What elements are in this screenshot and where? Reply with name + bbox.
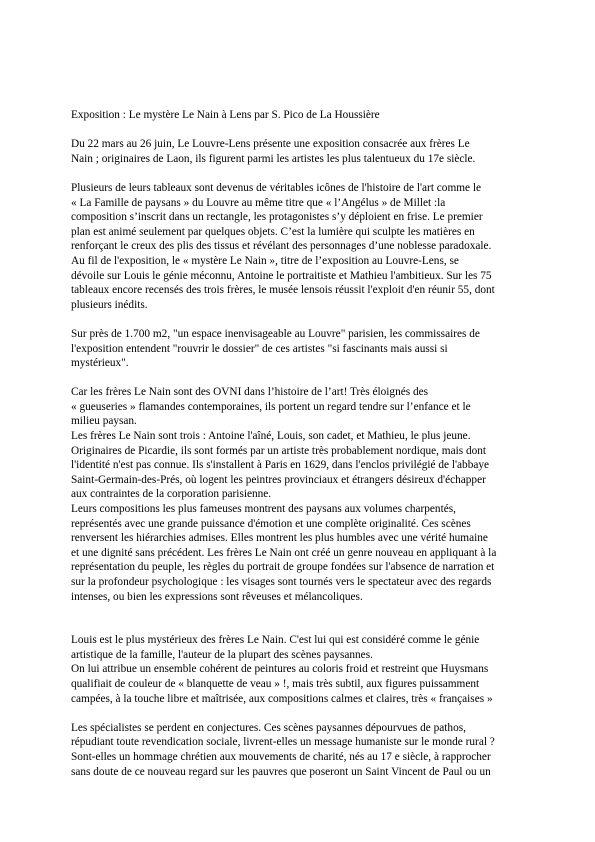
text-line: l'exposition entendent "rouvrir le dossier" de ces artistes "si fascinants mais aussi si (71, 342, 448, 355)
text-line: On lui attribue un ensemble cohérent de peintures au coloris froid et restreint que Huysmans (71, 663, 489, 676)
text-line: plusieurs inédits. (71, 298, 148, 311)
text-line: Leurs compositions les plus fameuses montrent des paysans aux volumes charpentés, (71, 503, 456, 516)
text-line: Les spécialistes se perdent en conjectures. Ces scènes paysannes dépourvues de pathos, (71, 721, 466, 734)
text-line: Originaires de Picardie, ils sont formés par un artiste très probablement nordique, mais dont (71, 444, 487, 457)
text-line: répudiant toute revendication sociale, livrent-elles un message humaniste sur le monde rural ? (71, 736, 495, 749)
text-line: renversent les hiérarchies admises. Elles montrent les plus humbles avec une vérité humaine (71, 532, 488, 545)
text-line: Car les frères Le Nain sont des OVNI dans l’histoire de l’art! Très éloignés des (71, 386, 429, 399)
text-line: intenses, ou bien les expressions sont rêveuses et mélancoliques. (71, 590, 363, 603)
text-line: et une dignité sans précédent. Les frères Le Nain ont créé un genre nouveau en appliquant à la (71, 546, 497, 559)
text-line: Nain ; originaires de Laon, ils figurent parmi les artistes les plus talentueux du 17e siècle. (71, 152, 476, 165)
paragraph-intro (71, 137, 555, 166)
paragraph-surface (71, 327, 555, 371)
text-line: aux contraintes de la corporation parisienne. (71, 488, 272, 501)
document-title: Exposition : Le mystère Le Nain à Lens par S. Pico de La Houssière (71, 109, 380, 121)
paragraph-specialistes (71, 721, 555, 779)
text-line: représentés avec une grande puissance d'émotion et une complète originalité. Ces scènes (71, 517, 471, 530)
text-line: dévoile sur Louis le génie méconnu, Antoine le portraitiste et Mathieu l'ambitieux. Sur les 75 (71, 269, 492, 282)
paragraph-famille-de-paysans (71, 181, 555, 312)
text-line: Louis est le plus mystérieux des frères Le Nain. C'est lui qui est considéré comme le génie (71, 634, 480, 647)
text-line: tableaux encore recensés des trois frères, le musée lensois réussit l'exploit d'en réunir 55, dont (71, 284, 495, 297)
text-line: plan est animé seulement par quelques objets. C’est la lumière qui sculpte les matières en (71, 225, 475, 238)
text-line: artistique de la famille, l'auteur de la plupart des scènes paysannes. (71, 648, 373, 661)
text-line: Plusieurs de leurs tableaux sont devenus de véritables icônes de l'histoire de l'art comme le (71, 181, 482, 194)
text-line: composition s’inscrit dans un rectangle, les protagonistes s’y déploient en frise. Le premier (71, 211, 483, 224)
text-line: Les frères Le Nain sont trois : Antoine l'aîné, Louis, son cadet, et Mathieu, le plus jeune. (71, 430, 471, 443)
text-line: campées, à la touche libre et maîtrisée, aux compositions calmes et claires, très « françaises » (71, 692, 493, 705)
paragraph-ovni (71, 385, 555, 604)
text-line: Sont-elles un hommage chrétien aux mouvements de charité, nés au 17 e siècle, à rapprocher (71, 750, 491, 763)
text-line: sur la profondeur psychologique : les visages sont tournés vers le spectateur avec des regards (71, 576, 492, 588)
text-line: Sur près de 1.700 m2, "un espace inenvisageable au Louvre" parisien, les commissaires de (71, 327, 480, 340)
text-line: qualifiait de couleur de « blanquette de veau » !, mais très subtil, aux figures puissamment (71, 677, 480, 690)
text-line: renforçant le creux des plis des tissus et révélant des personnages d’une noblesse paradoxale. (71, 240, 492, 253)
text-line: Saint-Germain-des-Prés, où logent les peintres provinciaux et étrangers désireux d'échapper (71, 473, 486, 486)
paragraph-louis (71, 633, 555, 706)
text-line: « gueuseries » flamandes contemporaines, ils portent un regard tendre sur l’enfance et le (71, 400, 471, 413)
text-line: « La Famille de paysans » du Louvre au même titre que « l’Angélus » de Millet :la (71, 196, 446, 209)
text-line: Au fil de l'exposition, le « mystère Le Nain », titre de l’exposition au Louvre-Lens, se (71, 254, 459, 267)
text-line: mystérieux". (71, 357, 129, 370)
text-line: représentation du peuple, les règles du portrait de groupe fondées sur l'absence de narration et (71, 561, 495, 574)
text-line: l'identité n'est pas connue. Ils s'installent à Paris en 1629, dans l'enclos privilégié de l'abbaye (71, 459, 490, 472)
text-line: milieu paysan. (71, 415, 137, 428)
text-line: Du 22 mars au 26 juin, Le Louvre-Lens présente une exposition consacrée aux frères Le (71, 138, 470, 151)
text-line: sans doute de ce nouveau regard sur les pauvres que poseront un Saint Vincent de Paul ou un (71, 765, 491, 778)
